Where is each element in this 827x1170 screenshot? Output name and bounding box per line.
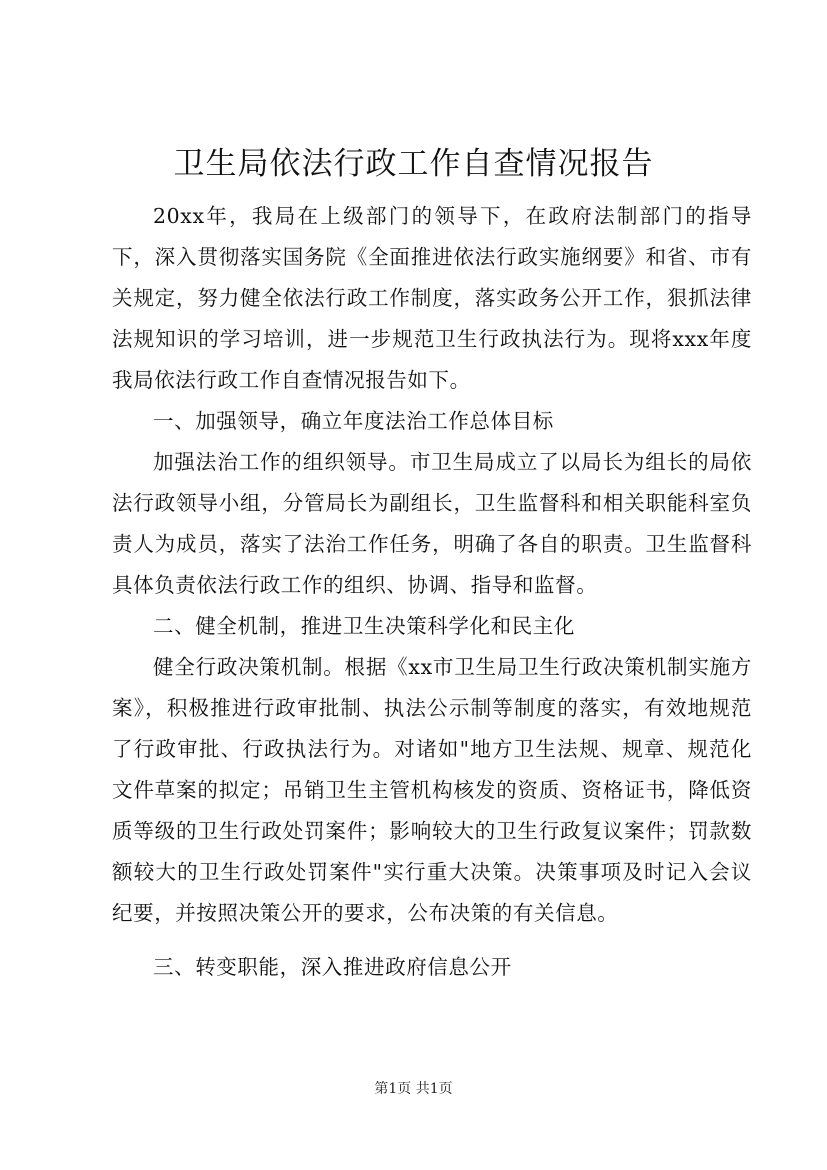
document-title: 卫生局依法行政工作自查情况报告 [173, 146, 654, 182]
section-heading-3: 三、转变职能，深入推进政府信息公开 [153, 955, 512, 979]
page-number-footer: 第1页 共1页 [374, 1081, 453, 1097]
intro-paragraph: 20xx年，我局在上级部门的领导下，在政府法制部门的指导下，深入贯彻落实国务院《全面推进依法行政实施纲要》和省、市有关规定，努力健全依法行政工作制度，落实政务公开工作，狠抓法律法规知识的学习培训，进一步规范卫生行政执法行为。现将xxx年度我局依法行政工作自查情况报告如下。 [112, 204, 752, 392]
section-paragraph-1: 加强法治工作的组织领导。市卫生局成立了以局长为组长的局依法行政领导小组，分管局长为副组长，卫生监督科和相关职能科室负责人为成员，落实了法治工作任务，明确了各自的职责。卫生监督科具体负责依法行政工作的组织、协调、指导和监督。 [112, 450, 752, 597]
section-heading-2: 二、健全机制，推进卫生决策科学化和民主化 [153, 614, 575, 638]
section-heading-1: 一、加强领导，确立年度法治工作总体目标 [153, 409, 554, 433]
document-body [112, 196, 752, 988]
section-paragraph-2: 健全行政决策机制。根据《xx市卫生局卫生行政决策机制实施方案》，积极推进行政审批制、执法公示制等制度的落实，有效地规范了行政审批、行政执法行为。对诸如"地方卫生法规、规章、规范化文件草案的拟定；吊销卫生主管机构核发的资质、资格证书，降低资质等级的卫生行政处罚案件；影响较大的卫生行政复议案件；罚款数额较大的卫生行政处罚案件"实行重大决策。决策事项及时记入会议纪要，并按照决策公开的要求，公布决策的有关信息。 [112, 655, 752, 925]
